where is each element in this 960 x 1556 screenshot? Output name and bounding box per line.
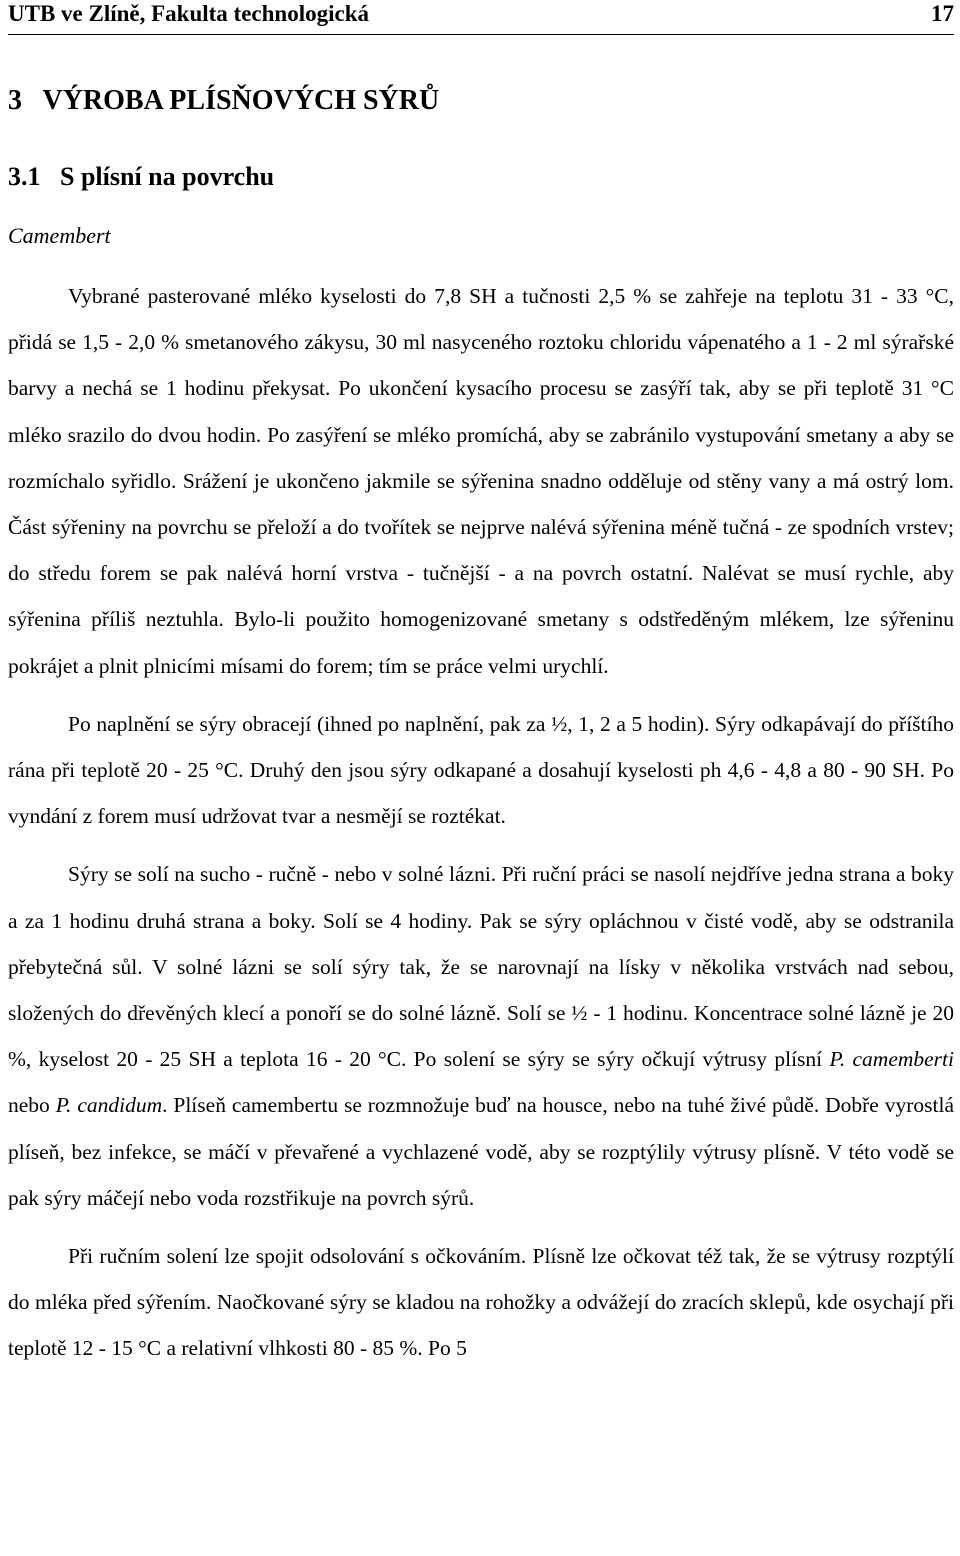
running-header [8, 0, 954, 35]
species-candidum: P. candidum [55, 1093, 163, 1118]
species-camemberti: P. camemberti [829, 1047, 954, 1072]
paragraph-3-text-b: nebo [8, 1093, 56, 1118]
document-page [8, 0, 954, 1372]
paragraph-1: Vybrané pasterované mléko kyselosti do 7,8 SH a tučnosti 2,5 % se zahřeje na teplotu 31 - 33 °C, přidá se 1,5 - 2,0 % smetanového zákysu, 30 ml nasyceného roztoku chloridu vápenatého a 1 - 2 ml sýrařské barvy a nechá se 1 hodinu překysat. Po ukončení kysacího procesu se zasýří tak, aby se při teplotě 31 °C mléko srazilo do dvou hodin. Po zasýření se mléko promíchá, aby se zabránilo vystupování smetany a aby se rozmíchalo syřidlo. Srážení je ukončeno jakmile se sýřenina snadno odděluje od stěny vany a má ostrý lom. Část sýřeniny na povrchu se přeloží a do tvořítek se nejprve nalévá sýřenina méně tučná - ze spodních vrstev; do středu forem se pak nalévá horní vrstva - tučnější - a na povrch ostatní. Nalévat se musí rychle, aby sýřenina příliš neztuhla. Bylo-li použito homogenizované smetany s odstředěným mlékem, lze sýřeninu pokrájet a plnit plnicími mísami do forem; tím se práce velmi urychlí. [8, 284, 954, 678]
header-page-number: 17 [931, 1, 954, 26]
section-title: 3.1 S plísní na povrchu [8, 162, 275, 191]
chapter-title: 3 VÝROBA PLÍSŇOVÝCH SÝRŮ [8, 85, 440, 116]
subsection-title: Camembert [8, 223, 111, 248]
paragraph-3 [8, 851, 954, 1221]
paragraph-2: Po naplnění se sýry obracejí (ihned po naplnění, pak za ½, 1, 2 a 5 hodin). Sýry odkapávají do příštího rána při teplotě 20 - 25 °C. Druhý den jsou sýry odkapané a dosahují kyselosti ph 4,6 - 4,8 a 80 - 90 SH. Po vyndání z forem musí udržovat tvar a nesmějí se roztékat. [8, 711, 954, 829]
paragraph-3-text-c: . Plíseň camembertu se rozmnožuje buď na housce, nebo na tuhé živé půdě. Dobře vyrostlá plíseň, bez infekce, se máčí v převařené a vychlazené vodě, aby se rozptýlily výtrusy plísně. V této vodě se pak sýry máčejí nebo voda rozstřikuje na povrch sýrů. [8, 1093, 954, 1210]
paragraph-4: Při ručním solení lze spojit odsolování s očkováním. Plísně lze očkovat též tak, že se výtrusy rozptýlí do mléka před sýřením. Naočkované sýry se kladou na rohožky a odvážejí do zracích sklepů, kde osychají při teplotě 12 - 15 °C a relativní vlhkosti 80 - 85 %. Po 5 [8, 1244, 954, 1361]
paragraph-3-text-a: Sýry se solí na sucho - ručně - nebo v solné lázni. Při ruční práci se nasolí nejdříve jedna strana a boky a za 1 hodinu druhá strana a boky. Solí se 4 hodiny. Pak se sýry opláchnou v čisté vodě, aby se odstranila přebytečná sůl. V solné lázni se solí sýry tak, že se narovnají na lísky v několika vrstvách nad sebou, složených do dřevěných klecí a ponoří se do solné lázně. Solí se ½ - 1 hodinu. Koncentrace solné lázně je 20 %, kyselost 20 - 25 SH a teplota 16 - 20 °C. Po solení se sýry se sýry očkují výtrusy plísní [8, 862, 954, 1072]
header-school-name: UTB ve Zlíně, Fakulta technologická [8, 1, 369, 26]
